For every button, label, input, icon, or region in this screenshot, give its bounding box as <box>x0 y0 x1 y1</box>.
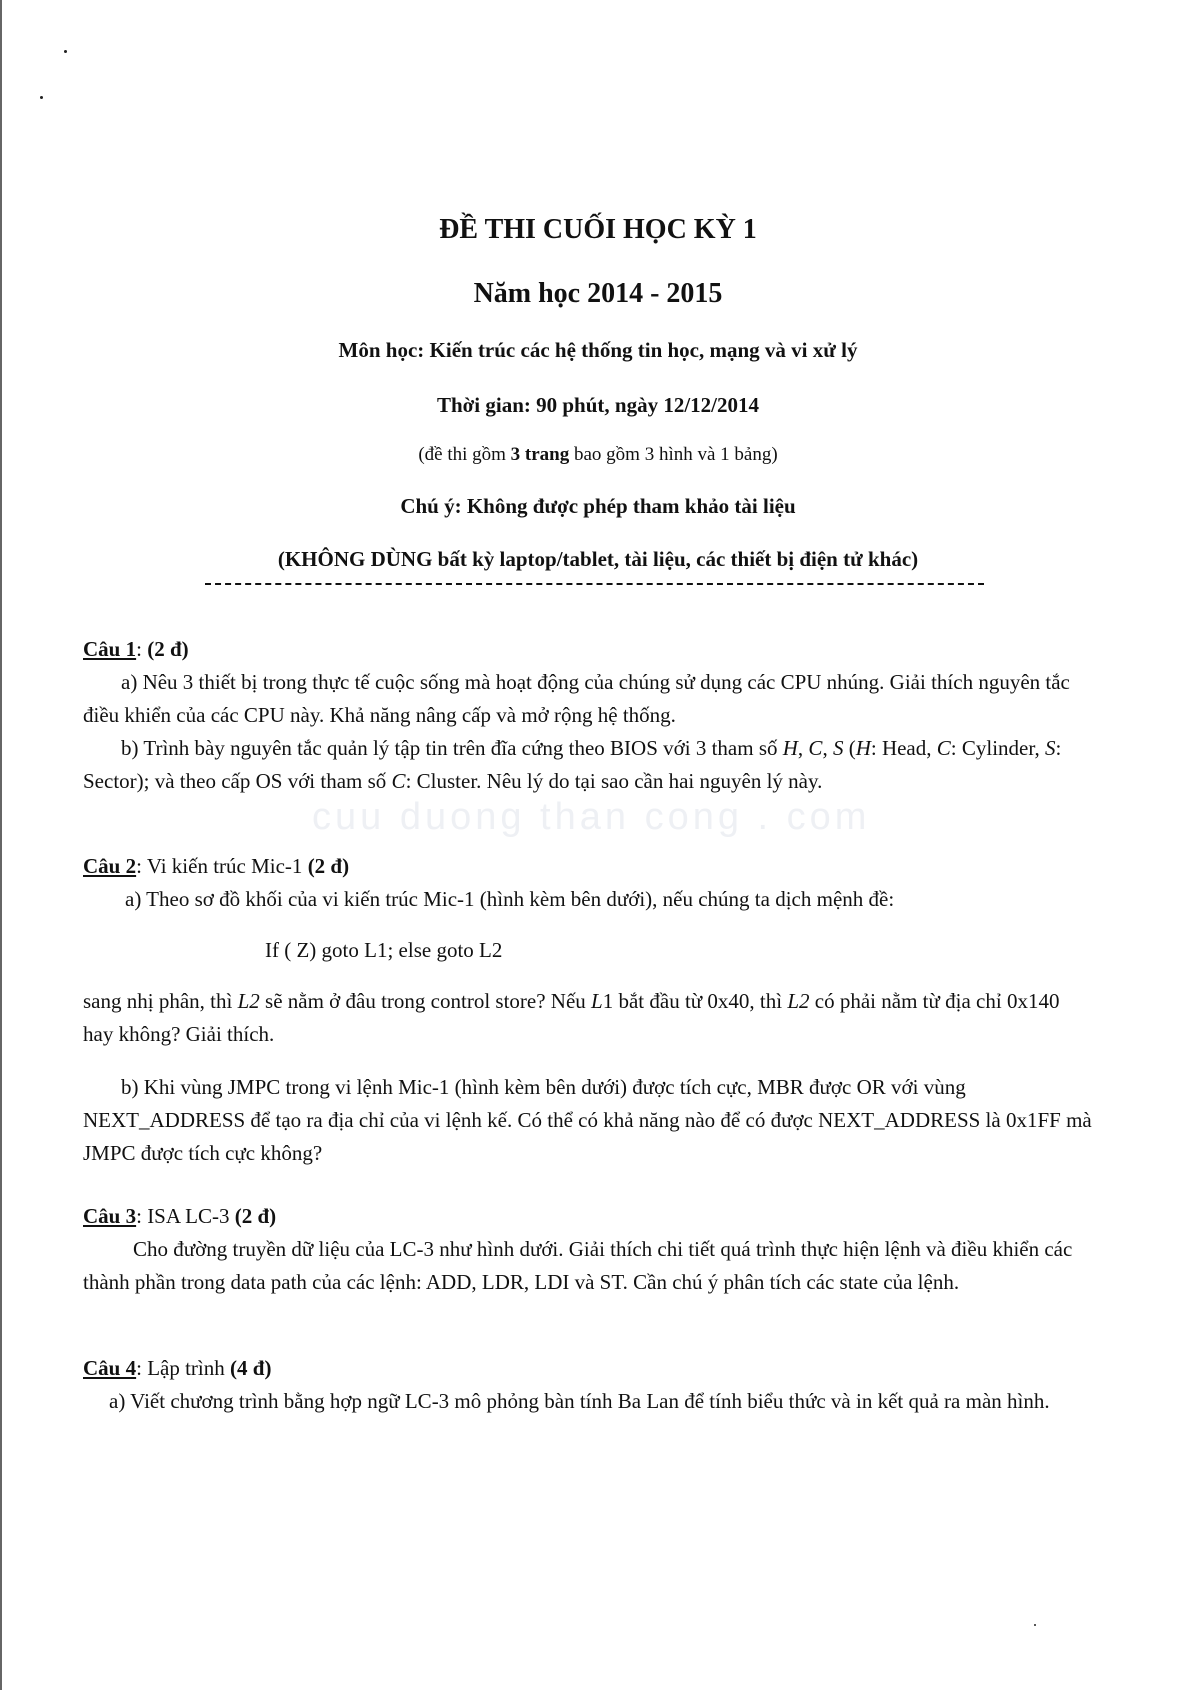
question-4-heading: Câu 4: Lập trình (4 đ) <box>83 1356 272 1380</box>
question-3-heading: Câu 3: ISA LC-3 (2 đ) <box>83 1204 277 1228</box>
watermark: cuu duong than cong . com <box>312 796 871 838</box>
question-1b: b) Trình bày nguyên tắc quản lý tập tin trên đĩa cứng theo BIOS với 3 tham số H, C, S (H: Head, C: Cylinder, S: Sector); và theo cấp OS với tham số C: Cluster. Nêu lý do tại sao cần hai nguyên lý này. <box>83 736 1062 793</box>
question-1a: a) Nêu 3 thiết bị trong thực tế cuộc sống mà hoạt động của chúng sử dụng các CPU nhúng. Giải thích nguyên tắc điều khiển của các CPU này. Khả năng nâng cấp và mở rộng hệ thống. <box>83 670 1070 727</box>
separator-dashes <box>205 583 984 585</box>
question-2a: a) Theo sơ đồ khối của vi kiến trúc Mic-1 (hình kèm bên dưới), nếu chúng ta dịch mệnh đề: <box>125 887 895 911</box>
school-year: Năm học 2014 - 2015 <box>473 278 723 309</box>
question-4 <box>83 1352 1093 1418</box>
question-2-heading: Câu 2: Vi kiến trúc Mic-1 (2 đ) <box>83 854 350 878</box>
question-2b: b) Khi vùng JMPC trong vi lệnh Mic-1 (hình kèm bên dưới) được tích cực, MBR được OR với vùng NEXT_ADDRESS để tạo ra địa chỉ của vi lệnh kế. Có thể có khả năng nào để có được NEXT_ADDRESS là 0x1FF mà JMPC được tích cực không? <box>83 1075 1092 1165</box>
question-3-text: Cho đường truyền dữ liệu của LC-3 như hình dưới. Giải thích chi tiết quá trình thực hiện lệnh và điều khiển các thành phần trong data path của các lệnh: ADD, LDR, LDI và ST. Cần chú ý phân tích các state của lệnh. <box>83 1237 1073 1294</box>
question-2 <box>83 850 1093 1170</box>
scan-speck <box>64 50 67 53</box>
question-4a: a) Viết chương trình bằng hợp ngữ LC-3 mô phỏng bàn tính Ba Lan để tính biểu thức và in kết quả ra màn hình. <box>109 1389 1050 1413</box>
scan-speck <box>1034 1624 1036 1626</box>
exam-title: ĐỀ THI CUỐI HỌC KỲ 1 <box>439 214 757 245</box>
question-1 <box>83 633 1093 798</box>
no-device-line: (KHÔNG DÙNG bất kỳ laptop/tablet, tài liệu, các thiết bị điện tử khác) <box>277 547 919 571</box>
subject-line: Môn học: Kiến trúc các hệ thống tin học, mạng và vi xử lý <box>338 338 858 362</box>
time-line: Thời gian: 90 phút, ngày 12/12/2014 <box>436 393 760 417</box>
question-3 <box>83 1200 1093 1299</box>
question-1-heading: Câu 1: (2 đ) <box>83 637 189 661</box>
question-2a-cont: sang nhị phân, thì L2 sẽ nằm ở đâu trong control store? Nếu L1 bắt đầu từ 0x40, thì L2 có phải nằm từ địa chỉ 0x140 hay không? Giải thích. <box>83 989 1060 1046</box>
pages-line: (đề thi gồm 3 trang bao gồm 3 hình và 1 bảng) <box>418 444 778 465</box>
note-line: Chú ý: Không được phép tham khảo tài liệu <box>400 494 796 518</box>
scan-edge <box>0 0 2 1690</box>
scan-speck <box>40 96 43 99</box>
question-2-code: If ( Z) goto L1; else goto L2 <box>265 938 503 962</box>
